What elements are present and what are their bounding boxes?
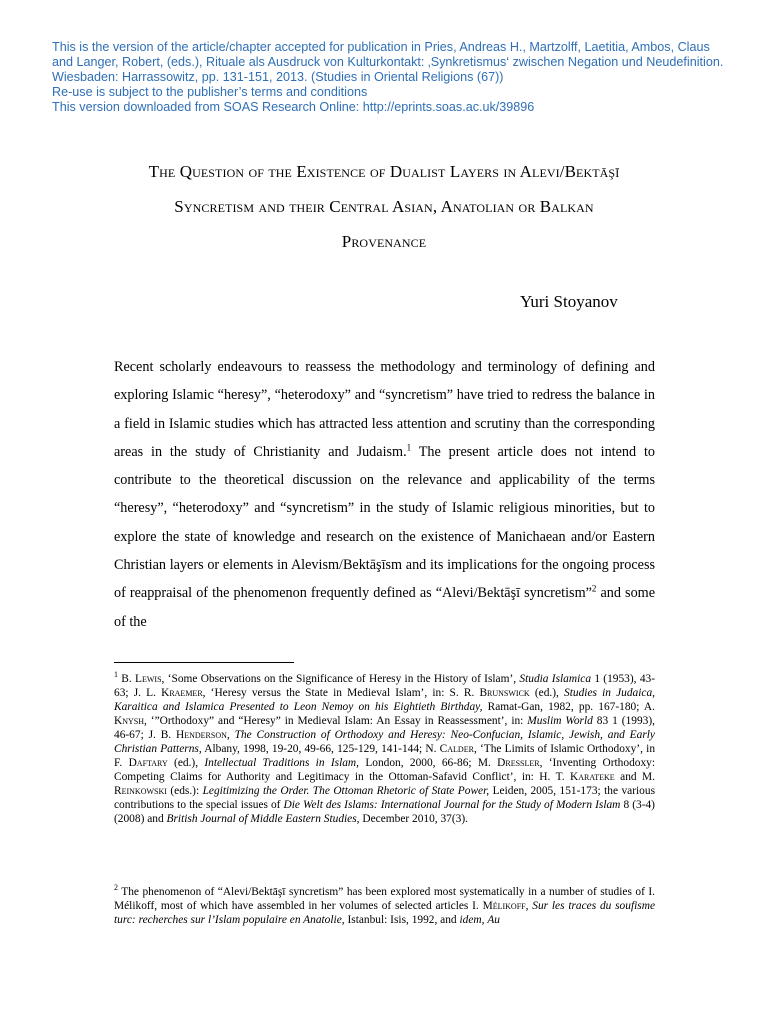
body-text: and some of the <box>114 585 655 630</box>
fn-text: 1 (1953), 43-63; J. L. <box>114 673 655 699</box>
fn-text: , ‘”Orthodoxy” and “Heresy” in Medieval Islam: An Essay in Reassessment’, in: <box>144 715 528 727</box>
title-line: The Question of the Existence of Dualist Layers in Alevi/Bektāşī <box>148 162 620 181</box>
fn-author: Mélikoff <box>482 900 526 912</box>
fn-text: B. <box>118 673 136 685</box>
publication-notice <box>52 40 764 115</box>
fn-text: 8 (3-4) (2008) and <box>114 799 655 825</box>
fn-text: , ‘Some Observations on the Significance of Heresy in the History of Islam’, <box>161 673 520 685</box>
notice-link[interactable]: This version downloaded from SOAS Research Online: http://eprints.soas.ac.uk/39896 <box>52 100 535 114</box>
fn-author: Knysh <box>114 715 145 727</box>
fn-work: British Journal of Middle Eastern Studies <box>166 813 357 825</box>
fn-author: Brunswick <box>479 687 530 699</box>
fn-text: (ed.), <box>167 757 205 769</box>
author-name: Yuri Stoyanov <box>520 292 618 311</box>
fn-work: Legitimizing the Order. The Ottoman Rhetoric of State Power, <box>202 785 490 797</box>
fn-text: The phenomenon of “Alevi/Bektāşī syncretism” has been explored most systematically in a number of studies of I. Mélikoff, most of which have assembled in her volumes of selected articles I. <box>114 886 655 912</box>
fn-author: Lewis <box>135 673 162 685</box>
fn-author: Karateke <box>570 771 615 783</box>
fn-text: Albany, 1998, 19-20, 49-66, 125-129, 141-144; N. <box>201 743 440 755</box>
fn-text: London, 2000, 66-86; M. <box>359 757 498 769</box>
fn-work: Studia Islamica <box>519 673 592 685</box>
notice-line: Re-use is subject to the publisher’s terms and conditions <box>52 85 368 99</box>
fn-text: , ‘Inventing Orthodoxy: Competing Claims for Authority and Legitimacy in the Ottoman-Safavid Conflict’, in: H. T. <box>114 757 656 783</box>
fn-work: The Construction of Orthodoxy and Heresy: Neo-Confucian, Islamic, Jewish, and Early Christian Patterns, <box>114 729 655 755</box>
fn-text: , December 2010, 37(3). <box>356 813 469 825</box>
notice-line: Wiesbaden: Harrassowitz, pp. 131-151, 2013. (Studies in Oriental Religions (67)) <box>52 70 504 84</box>
fn-work: idem <box>459 914 482 926</box>
footnote-number: 1 <box>114 670 118 680</box>
fn-work: Intellectual Traditions in Islam, <box>204 757 360 769</box>
title-line: Syncretism and their Central Asian, Anatolian or Balkan <box>174 197 594 216</box>
title-line: Provenance <box>341 232 427 251</box>
fn-author: Daftary <box>128 757 168 769</box>
fn-text: , ‘Heresy versus the State in Medieval Islam’, in: S. R. <box>202 687 480 699</box>
footnote-ref[interactable]: 2 <box>591 583 597 594</box>
footnote-divider <box>114 662 294 663</box>
fn-author: Kraemer <box>161 687 203 699</box>
fn-author: Dressler <box>497 757 540 769</box>
body-paragraph <box>114 353 655 636</box>
article-title <box>110 154 658 259</box>
fn-text: Ramat-Gan, 1982, pp. 167-180; A. <box>482 701 655 713</box>
fn-text: , <box>525 900 533 912</box>
fn-text: , ‘The Limits of Islamic Orthodoxy’, in F. <box>114 743 656 769</box>
fn-text: , <box>481 914 488 926</box>
fn-author: Henderson <box>176 729 227 741</box>
notice-line: and Langer, Robert, (eds.), Rituale als Ausdruck von Kulturkontakt: ‚Synkretismus‘ zwischen Negation und Neudefinition. <box>52 55 724 69</box>
footnote-1 <box>114 672 655 826</box>
fn-text: Istanbul: Isis, 1992, and <box>344 914 460 926</box>
fn-text: , <box>226 729 235 741</box>
footnote-ref[interactable]: 1 <box>406 442 412 453</box>
body-text: Recent scholarly endeavours to reassess the methodology and terminology of defining and exploring Islamic “heresy”, “heterodoxy” and “syncretism” have tried to redress the balance in a field in Islamic studies which has attracted less attention and scrutiny than the corresponding areas in the study of Christianity and Judaism. <box>114 359 655 460</box>
fn-work: Die Welt des Islams: International Journal for the Study of Modern Islam <box>283 799 621 811</box>
footnote-2 <box>114 885 655 927</box>
fn-work: Sur les traces du soufisme turc: recherches sur l’Islam populaire en Anatolie, <box>114 900 655 926</box>
fn-text: (eds.): <box>166 785 203 797</box>
fn-text: Leiden, 2005, 151-173; the various contributions to the special issues of <box>114 785 656 811</box>
fn-work: Studies in Judaica, Karaitica and Islamica Presented to Leon Nemoy on his Eightieth Birthday, <box>114 687 655 713</box>
fn-author: Calder <box>439 743 474 755</box>
fn-text: and M. <box>614 771 656 783</box>
notice-line: This is the version of the article/chapter accepted for publication in Pries, Andreas H., Martzolff, Laetitia, Ambos, Claus <box>52 40 710 54</box>
fn-text: (ed.), <box>529 687 565 699</box>
footnote-number: 2 <box>114 883 118 893</box>
fn-work: Muslim World <box>527 715 593 727</box>
body-text: The present article does not intend to contribute to the theoretical discussion on the relevance and applicability of the terms “heresy”, “heterodoxy” and “syncretism” in the study of Islamic religious minorities, but to explore the state of knowledge and research on the existence of Manichaean and/or Eastern Christian layers or elements in Alevism/Bektāşīsm and its implications for the ongoing process of reappraisal of the phenomenon frequently defined as “Alevi/Bektāşī syncretism” <box>114 443 655 602</box>
fn-text: 83 1 (1993), 46-67; J. B. <box>114 715 655 741</box>
fn-author: Reinkowski <box>114 785 167 797</box>
fn-work: Au <box>487 914 500 926</box>
